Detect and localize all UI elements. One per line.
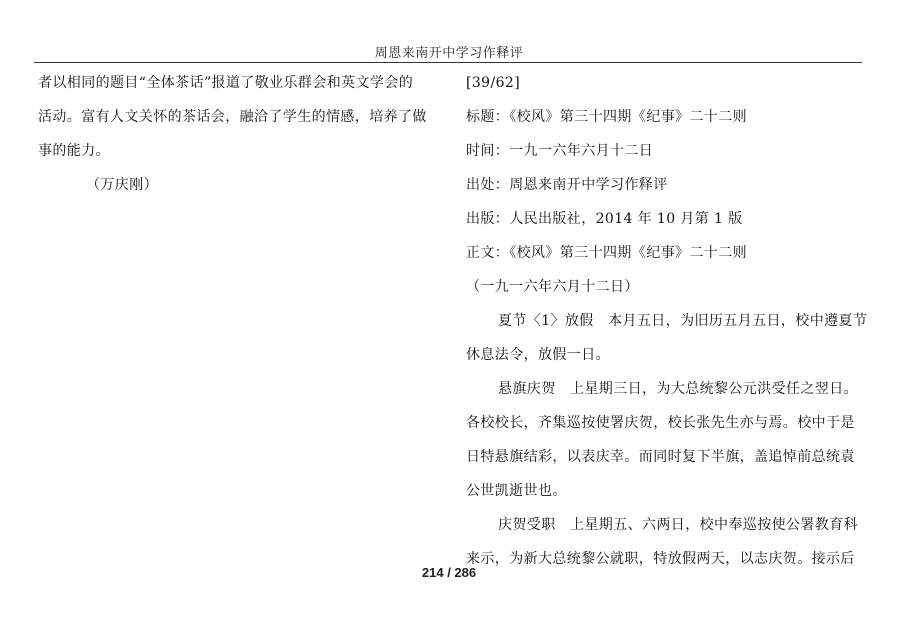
entry-publisher: 出版：人民出版社，2014 年 10 月第 1 版 [466, 211, 743, 227]
body-paragraph-line: 日特悬旗结彩，以表庆幸。而同时复下半旗，盖追悼前总统袁 [466, 449, 855, 465]
page-number: 214 / 286 [421, 565, 477, 580]
author-signature: （万庆刚） [86, 177, 158, 193]
body-paragraph-line: 公世凯逝世也。 [466, 483, 567, 499]
left-text-line: 事的能力。 [38, 143, 110, 159]
body-paragraph-line: 庆贺受职 上星期五、六两日，校中奉巡按使公署教育科 [498, 517, 858, 533]
left-text-line: 活动。富有人文关怀的茶话会，融洽了学生的情感，培养了做 [38, 109, 427, 125]
entry-time: 时间：一九一六年六月十二日 [466, 143, 654, 159]
body-heading: 正文：《校风》第三十四期《纪事》二十二则 [466, 245, 747, 261]
entry-index: [39/62] [466, 75, 521, 91]
running-header-title: 周恩来南开中学习作释评 [374, 46, 524, 61]
left-text-line: 者以相同的题目“全体茶话”报道了敬业乐群会和英文学会的 [38, 75, 414, 91]
body-paragraph-line: 悬旗庆贺 上星期三日，为大总统黎公元洪受任之翌日。 [498, 381, 858, 397]
right-column [466, 66, 866, 576]
body-date: （一九一六年六月十二日） [466, 279, 639, 295]
entry-source: 出处：周恩来南开中学习作释评 [466, 177, 668, 193]
header-divider [34, 62, 862, 63]
left-column [38, 66, 438, 202]
entry-title: 标题：《校风》第三十四期《纪事》二十二则 [466, 109, 747, 125]
body-paragraph-line: 来示，为新大总统黎公就职，特放假两天，以志庆贺。接示后 [466, 551, 855, 567]
body-paragraph-line: 夏节〈1〉放假 本月五日，为旧历五月五日，校中遵夏节 [498, 313, 868, 329]
body-paragraph-line: 休息法令，放假一日。 [466, 347, 610, 363]
body-paragraph-line: 各校校长，齐集巡按使署庆贺，校长张先生亦与焉。校中于是 [466, 415, 855, 431]
